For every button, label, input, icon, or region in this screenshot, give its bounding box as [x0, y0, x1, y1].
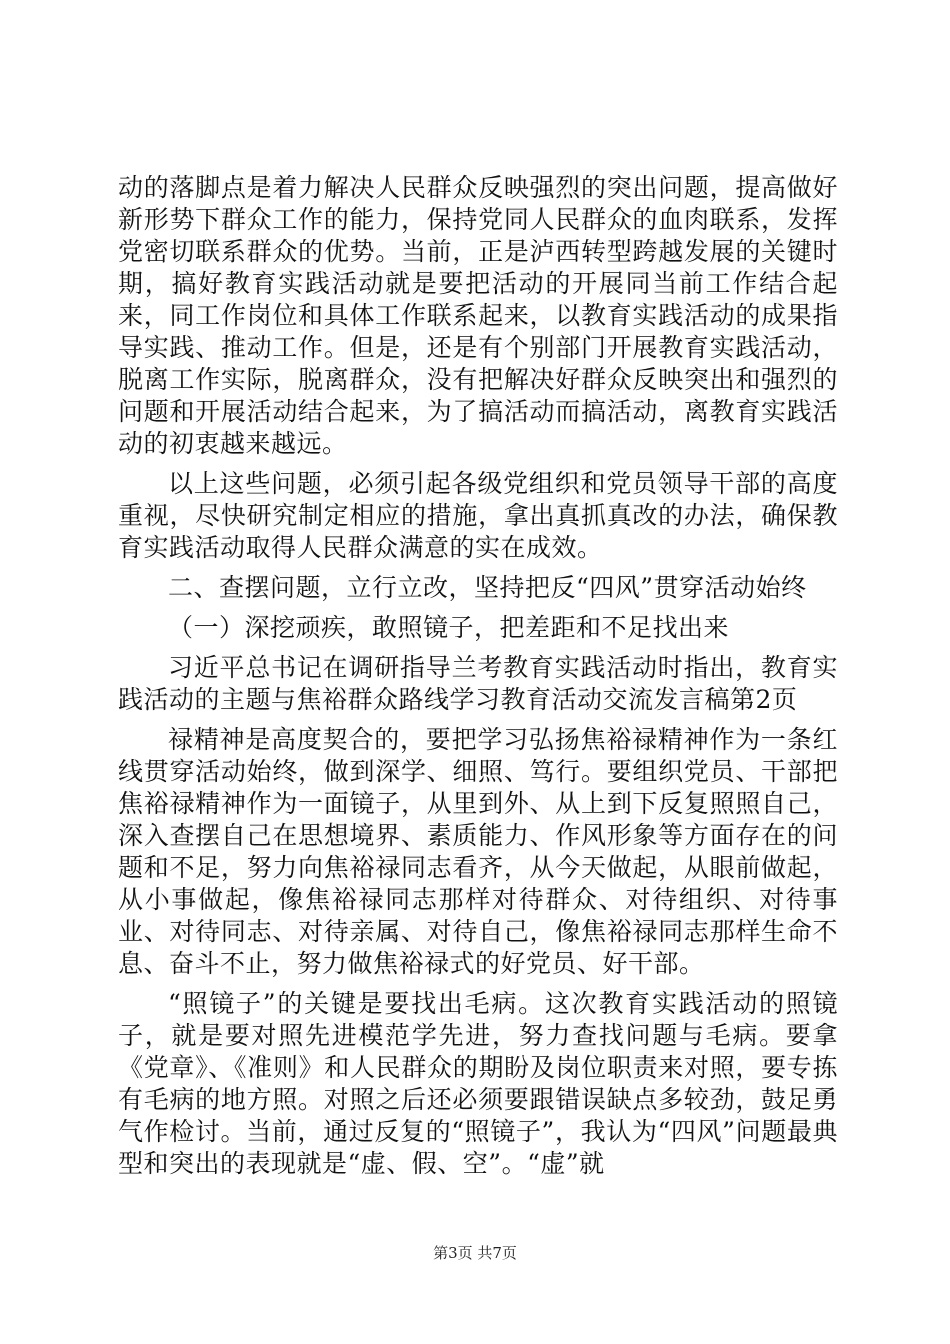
- paragraph-xi-jinping-quote: 习近平总书记在调研指导兰考教育实践活动时指出，教育实践活动的主题与焦裕群众路线学习教育活动交流发言稿第2页: [118, 653, 838, 714]
- paragraph-mirror-key: “照镜子”的关键是要找出毛病。这次教育实践活动的照镜子，就是要对照先进模范学先进，努力查找问题与毛病。要拿《党章》、《准则》和人民群众的期盼及岗位职责来对照，要专拣有毛病的地方照。对照之后还必须要跟错误缺点多较劲，鼓足勇气作检讨。当前，通过反复的“照镜子”，我认为“四风”问题最典型和突出的表现就是“虚、假、空”。“虚”就: [118, 989, 838, 1178]
- subsection-heading-1: （一）深挖顽疾，敢照镜子，把差距和不足找出来: [168, 613, 730, 642]
- document-body: [118, 172, 838, 1180]
- page-footer: 第3页 共7页: [433, 1244, 517, 1262]
- section-heading-2: 二、查摆问题，立行立改，坚持把反“四风”贯穿活动始终: [168, 573, 807, 602]
- paragraph-continuation: 动的落脚点是着力解决人民群众反映强烈的突出问题，提高做好新形势下群众工作的能力，保持党同人民群众的血肉联系，发挥党密切联系群众的优势。当前，正是泸西转型跨越发展的关键时期，搞好教育实践活动就是要把活动的开展同当前工作结合起来，同工作岗位和具体工作联系起来，以教育实践活动的成果指导实践、推动工作。但是，还是有个别部门开展教育实践活动，脱离工作实际，脱离群众，没有把解决好群众反映突出和强烈的问题和开展活动结合起来，为了搞活动而搞活动，离教育实践活动的初衷越来越远。: [118, 173, 838, 458]
- paragraph-problems-attention: 以上这些问题，必须引起各级党组织和党员领导干部的高度重视，尽快研究制定相应的措施，拿出真抓真改的办法，确保教育实践活动取得人民群众满意的实在成效。: [118, 469, 838, 562]
- paragraph-jiao-yulu-spirit: 禄精神是高度契合的，要把学习弘扬焦裕禄精神作为一条红线贯穿活动始终，做到深学、细照、笃行。要组织党员、干部把焦裕禄精神作为一面镜子，从里到外、从上到下反复照照自己，深入查摆自己在思想境界、素质能力、作风形象等方面存在的问题和不足，努力向焦裕禄同志看齐，从今天做起，从眼前做起，从小事做起，像焦裕禄同志那样对待群众、对待组织、对待事业、对待同志、对待亲属、对待自己，像焦裕禄同志那样生命不息、奋斗不止，努力做焦裕禄式的好党员、好干部。: [118, 725, 838, 978]
